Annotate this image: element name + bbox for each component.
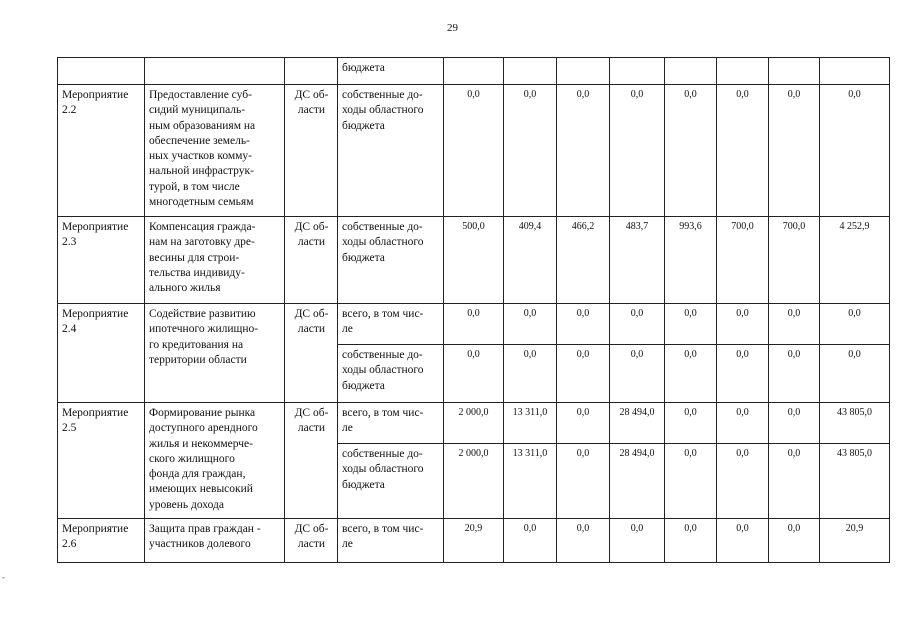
value-cell: 0,0: [717, 403, 769, 444]
value-cell: 2 000,0: [444, 403, 504, 444]
executor-cell: [285, 58, 338, 85]
value-cell: 28 494,0: [610, 444, 665, 519]
value-cell: 4 252,9: [820, 217, 890, 304]
budget-table: [57, 57, 890, 563]
description-cell: Содействие развитию ипотечного жилищно- го кредитования на территории области: [145, 304, 285, 403]
table-row: [58, 85, 890, 217]
executor-cell: ДС об- ласти: [285, 85, 338, 217]
value-cell: 0,0: [665, 519, 717, 563]
value-cell: 13 311,0: [504, 403, 557, 444]
source-cell: собственные до- ходы областного бюджета: [338, 85, 444, 217]
description-cell: Предоставление суб- сидий муниципаль- ным образованиям на обеспечение земель- ных участков комму- нальной инфраструк- турой, в том числе многодетным семьям: [145, 85, 285, 217]
activity-cell: Мероприятие 2.6: [58, 519, 145, 563]
value-cell: 500,0: [444, 217, 504, 304]
value-cell: 0,0: [444, 85, 504, 217]
value-cell: 0,0: [665, 403, 717, 444]
source-cell: всего, в том чис- ле: [338, 519, 444, 563]
value-cell: 0,0: [820, 85, 890, 217]
table-row: [58, 403, 890, 444]
source-cell: всего, в том чис- ле: [338, 304, 444, 345]
source-cell: бюджета: [338, 58, 444, 85]
table-body: [58, 58, 890, 563]
page-number: 29: [447, 22, 458, 34]
value-cell: 0,0: [504, 519, 557, 563]
source-cell: всего, в том чис- ле: [338, 403, 444, 444]
value-cell: 0,0: [665, 345, 717, 403]
activity-cell: Мероприятие 2.2: [58, 85, 145, 217]
value-cell: 483,7: [610, 217, 665, 304]
value-cell: 0,0: [665, 304, 717, 345]
value-cell: [557, 58, 610, 85]
value-cell: 466,2: [557, 217, 610, 304]
value-cell: [820, 58, 890, 85]
value-cell: 20,9: [444, 519, 504, 563]
table-row: [58, 304, 890, 345]
value-cell: 2 000,0: [444, 444, 504, 519]
value-cell: 0,0: [504, 304, 557, 345]
value-cell: 0,0: [717, 444, 769, 519]
value-cell: 0,0: [769, 304, 820, 345]
value-cell: 0,0: [717, 304, 769, 345]
value-cell: 0,0: [444, 304, 504, 345]
value-cell: 0,0: [717, 519, 769, 563]
value-cell: [769, 58, 820, 85]
activity-cell: Мероприятие 2.4: [58, 304, 145, 403]
value-cell: 409,4: [504, 217, 557, 304]
activity-cell: Мероприятие 2.3: [58, 217, 145, 304]
value-cell: 0,0: [557, 85, 610, 217]
value-cell: 0,0: [820, 304, 890, 345]
table-row: [58, 519, 890, 563]
value-cell: 700,0: [769, 217, 820, 304]
value-cell: 28 494,0: [610, 403, 665, 444]
value-cell: 43 805,0: [820, 403, 890, 444]
margin-mark: -: [2, 572, 5, 582]
value-cell: 0,0: [820, 345, 890, 403]
value-cell: 0,0: [769, 403, 820, 444]
value-cell: 0,0: [610, 519, 665, 563]
value-cell: [665, 58, 717, 85]
value-cell: 0,0: [610, 85, 665, 217]
value-cell: 0,0: [717, 85, 769, 217]
value-cell: 0,0: [557, 444, 610, 519]
value-cell: 0,0: [504, 85, 557, 217]
value-cell: 0,0: [769, 519, 820, 563]
value-cell: 0,0: [769, 444, 820, 519]
value-cell: 0,0: [610, 304, 665, 345]
value-cell: [504, 58, 557, 85]
value-cell: 13 311,0: [504, 444, 557, 519]
value-cell: [717, 58, 769, 85]
value-cell: 0,0: [610, 345, 665, 403]
activity-cell: Мероприятие 2.5: [58, 403, 145, 519]
value-cell: 700,0: [717, 217, 769, 304]
value-cell: 993,6: [665, 217, 717, 304]
value-cell: [610, 58, 665, 85]
value-cell: 0,0: [665, 444, 717, 519]
source-cell: собственные до- ходы областного бюджета: [338, 217, 444, 304]
activity-cell: [58, 58, 145, 85]
description-cell: [145, 58, 285, 85]
table-row: [58, 217, 890, 304]
executor-cell: ДС об- ласти: [285, 403, 338, 519]
executor-cell: ДС об- ласти: [285, 304, 338, 403]
value-cell: 0,0: [557, 519, 610, 563]
value-cell: 0,0: [557, 304, 610, 345]
value-cell: 20,9: [820, 519, 890, 563]
source-cell: собственные до- ходы областного бюджета: [338, 444, 444, 519]
value-cell: 0,0: [557, 345, 610, 403]
value-cell: 0,0: [504, 345, 557, 403]
continuation-row: [58, 58, 890, 85]
value-cell: 0,0: [769, 345, 820, 403]
value-cell: 0,0: [557, 403, 610, 444]
value-cell: 43 805,0: [820, 444, 890, 519]
description-cell: Формирование рынка доступного арендного жилья и некоммерче- ского жилищного фонда для граждан, имеющих невысокий уровень дохода: [145, 403, 285, 519]
value-cell: 0,0: [717, 345, 769, 403]
source-cell: собственные до- ходы областного бюджета: [338, 345, 444, 403]
value-cell: [444, 58, 504, 85]
description-cell: Компенсация гражда- нам на заготовку дре- весины для строи- тельства индивиду- ального жилья: [145, 217, 285, 304]
executor-cell: ДС об- ласти: [285, 519, 338, 563]
value-cell: 0,0: [444, 345, 504, 403]
executor-cell: ДС об- ласти: [285, 217, 338, 304]
value-cell: 0,0: [769, 85, 820, 217]
value-cell: 0,0: [665, 85, 717, 217]
description-cell: Защита прав граждан - участников долевого: [145, 519, 285, 563]
